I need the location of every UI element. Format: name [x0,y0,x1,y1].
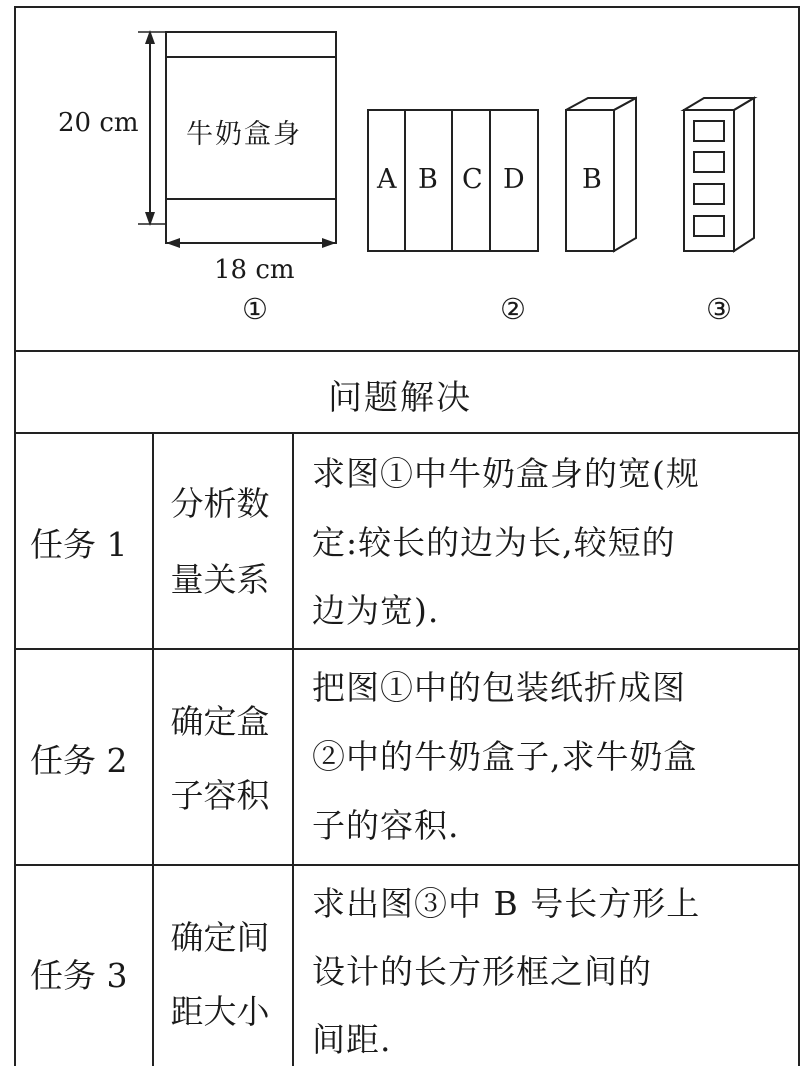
task-1-type-line2: 量关系 [170,560,270,599]
divider [14,350,800,352]
figure-number-2: ② [500,292,526,326]
panel-label-b: B [418,164,438,195]
rectangle-frame [694,121,724,141]
rectangle-frame [694,152,724,172]
task-2-type-line1: 确定盒 [170,702,270,741]
panel-label-d: D [503,164,525,195]
task-2-type-line2: 子容积 [170,776,270,815]
task-3-description-line2: 设计的长方形框之间的 [312,952,652,991]
rectangle-frame [694,184,724,204]
task-1-description-line2: 定:较长的边为长,较短的 [312,523,676,562]
task-3-type-line1: 确定间 [170,918,270,957]
panel-label-a: A [377,164,397,195]
box-face-label: B [582,164,602,195]
divider [14,432,800,434]
column-divider [292,432,294,1066]
box-body-label: 牛奶盒身 [186,119,302,150]
column-divider [152,432,154,1066]
task-2-name: 任务 2 [30,741,128,780]
rectangle-frame [694,216,724,236]
arrowhead [322,238,336,248]
height-dimension-label: 20 cm [58,108,139,138]
task-3-description-line1: 求出图③中 B 号长方形上 [312,884,701,923]
divider [14,864,800,866]
designed-box-side-face [734,98,754,251]
figure-number-1: ① [242,292,268,326]
panel-label-c: C [462,164,483,195]
task-3-description-line3: 间距. [312,1020,392,1059]
task-1-type-line1: 分析数 [170,484,270,523]
task-2-description-line2: ②中的牛奶盒子,求牛奶盒 [312,737,698,776]
task-3-type-line2: 距大小 [170,992,270,1031]
task-2-description-line1: 把图①中的包装纸折成图 [312,668,686,707]
section-title: 问题解决 [328,378,472,418]
task-1-name: 任务 1 [30,525,128,564]
task-1-description-line1: 求图①中牛奶盒身的宽(规 [312,454,700,493]
task-2-description-line3: 子的容积. [312,806,460,845]
task-1-description-line3: 边为宽). [312,591,440,630]
divider [14,648,800,650]
figure-diagrams [0,0,808,350]
arrowhead [166,238,180,248]
designed-box-front-face [684,110,734,251]
figure-number-3: ③ [706,292,732,326]
width-dimension-label: 18 cm [214,255,295,285]
task-3-name: 任务 3 [30,956,128,995]
box-side-face [614,98,636,251]
